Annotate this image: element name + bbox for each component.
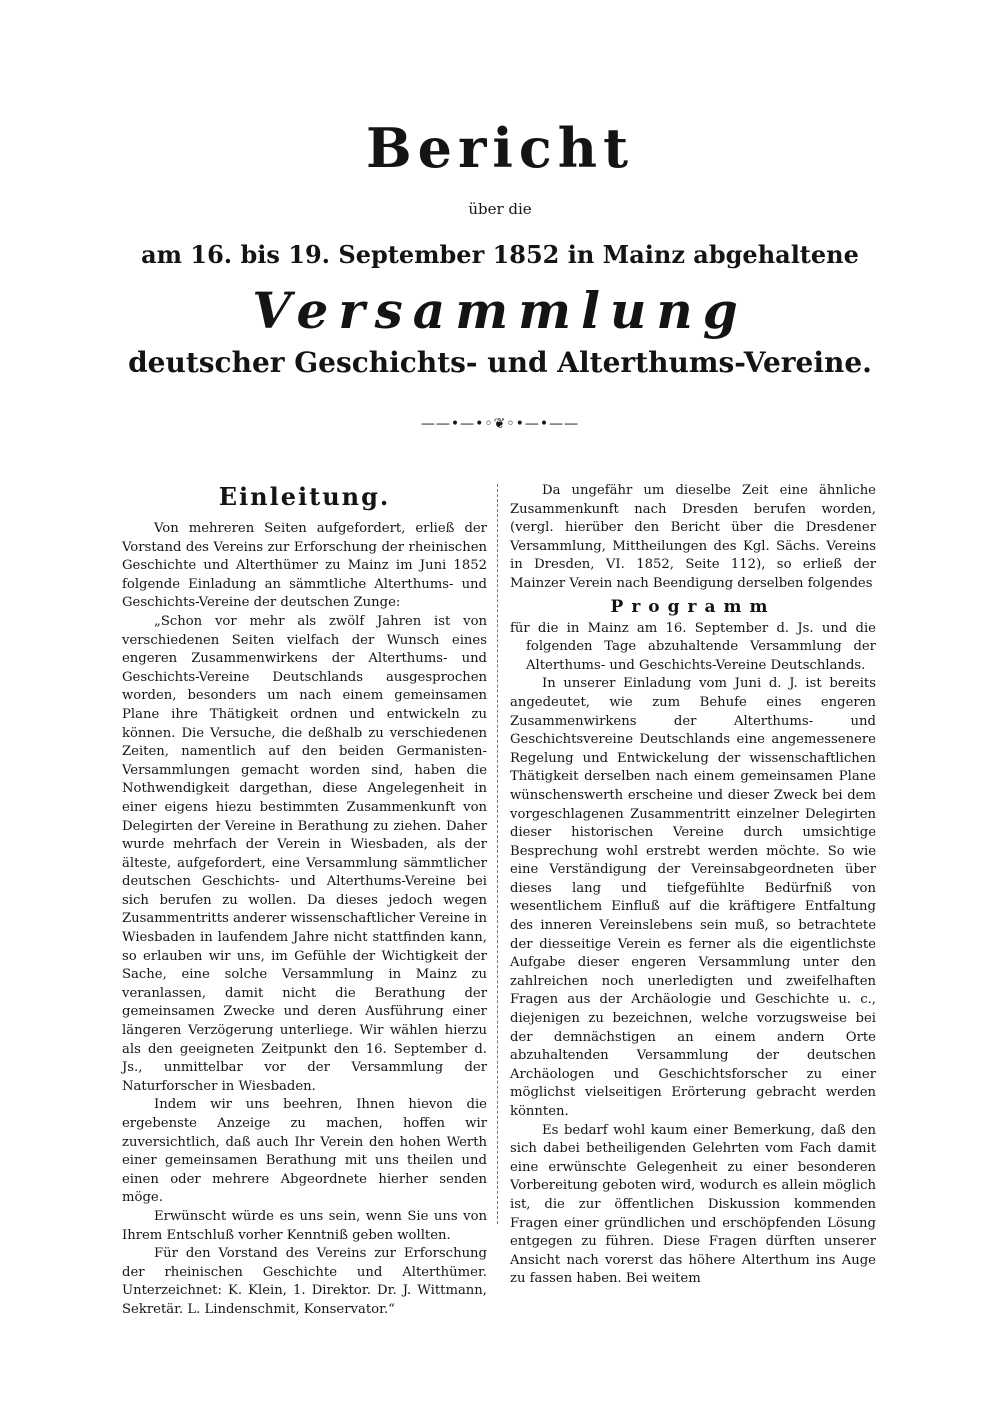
section-heading-programm: Programm [610,596,776,617]
paragraph: Da ungefähr um dieselbe Zeit eine ähnliche Zusammenkunft nach Dresden berufen worden, (vergl. hierüber den Bericht über die Dresdener Versammlung, Mittheilungen des Kgl. Sächs. Vereins in Dresden, VI. 1852, Seite 112), so erließ der Mainzer Verein nach Beendigung derselben folgendes [510,483,876,591]
document-sub-heading: deutscher Geschichts- und Alterthums-Vereine. [128,346,872,379]
paragraph: In unserer Einladung vom Juni d. J. ist bereits angedeutet, wie zum Behufe eines engeren Zusammenwirkens der Alterthums- und Geschichtsvereine Deutschlands eine angemessenere Regelung und Entwickelung der wissenschaftlichen Thätigkeit derselben nach einem gemeinsamen Plane wünschenswerth erscheine und dieser Zweck bei dem vorgeschlagenen Zusammentritt einzelner Delegirten dieser historischen Vereine durch umsichtige Besprechung wohl erstrebt werden möchte. So wie eine Verständigung der Vereinsabgeordneten über dieses lang und tiefgefühlte Bedürfniß von wesentlichem Einfluß auf die kräftigere Entfaltung des inneren Vereinslebens sein muß, so betrachtete der diesseitige Verein es ferner als die eigentlichste Aufgabe dieser engeren Versammlung unter den zahlreichen noch unerledigten und zweifelhaften Fragen aus der Archäologie und Geschichte u. c., diejenigen zu bezeichnen, welche vorzugsweise bei der demnächstigen an einem andern Orte abzuhaltenden Versammlung der deutschen Archäologen und Geschichtsforscher zu einer möglichst vielseitigen Erörterung gebracht werden könnten. [510,676,876,1119]
paragraph: Für den Vorstand des Vereins zur Erforschung der rheinischen Geschichte und Alterthümer. Unterzeichnet: K. Klein, 1. Direktor. Dr. J. Wittmann, Sekretär. L. Lindenschmit, Konservator.“ [122,1246,487,1317]
document-main-heading: Versammlung [252,281,748,340]
paragraph: Erwünscht würde es uns sein, wenn Sie uns von Ihrem Entschluß vorher Kenntniß geben wollten. [122,1208,487,1243]
paragraph: „Schon vor mehr als zwölf Jahren ist von verschiedenen Seiten vielfach der Wunsch eines engeren Zusammenwirkens der Alterthums- und Geschichts-Vereine Deutschlands ausgesprochen worden, besonders um nach einem gemeinsamen Plane ihre Thätigkeit ordnen und entwickeln zu können. Die Versuche, die deßhalb zu verschiedenen Zeiten, namentlich auf den beiden Germanisten-Versammlungen gemacht worden sind, haben die Nothwendigkeit dargethan, diese Angelegenheit in einer eigens hiezu bestimmten Zusammenkunft von Delegirten der Vereine in Berathung zu ziehen. Daher wurde mehrfach der Verein in Wiesbaden, als der älteste, aufgefordert, eine Versammlung sämmtlicher deutschen Geschichts- und Alterthums-Vereine bei sich berufen zu wollen. Da dieses jedoch wegen Zusammentritts anderer wissenschaftlicher Vereine in Wiesbaden in laufendem Jahre nicht stattfinden kann, so erlauben wir uns, im Gefühle der Wichtigkeit der Sache, eine solche Versammlung in Mainz zu veranlassen, damit nicht die Berathung der gemeinsamen Zwecke und deren Ausführung einer längeren Verzögerung unterliege. Wir wählen hierzu als den geeigneten Zeitpunkt den 16. September d. Js., unmittelbar vor der Versammlung der Naturforscher in Wiesbaden. [122,613,487,1094]
paragraph: Indem wir uns beehren, Ihnen hievon die ergebenste Anzeige zu machen, hoffen wir zuversichtlich, daß auch Ihr Verein den hohen Werth einer gemeinsamen Berathung mit uns theilen und einen oder mehrere Abgeordnete hierher senden möge. [122,1097,487,1206]
document-dateline: am 16. bis 19. September 1852 in Mainz abgehaltene [141,240,859,269]
ornament-divider: ——•—•◦❦◦•—•—— [420,416,580,432]
paragraph: Von mehreren Seiten aufgefordert, erließ der Vorstand des Vereins zur Erforschung der rheinischen Geschichte und Alterthümer zu Mainz im Juni 1852 folgende Einladung an sämmtliche Alterthums- und Geschichts-Vereine der deutschen Zunge: [122,521,487,611]
paragraph: Es bedarf wohl kaum einer Bemerkung, daß den sich dabei betheiligenden Gelehrten vom Fach damit eine erwünschte Gelegenheit zu einer besonderen Vorbereitung geboten wird, wodurch es allein möglich ist, die zur öffentlichen Diskussion kommenden Fragen einer gründlichen und erschöpfenden Lösung entgegen zu führen. Diese Fragen dürften unserer Ansicht nach vorerst das höhere Alterthum ins Auge zu fassen haben. Bei weitem [510,1122,876,1287]
right-column [510,482,876,1289]
title-block [0,118,1000,380]
program-title: für die in Mainz am 16. September d. Js. und die folgenden Tage abzuhaltende Versammlung der Alterthums- und Geschichts-Vereine Deutschlands. [510,620,876,673]
document-title: Bericht [365,116,635,180]
document-subtitle: über die [468,200,532,218]
column-divider [497,484,498,1224]
left-column [122,480,487,1320]
section-heading-einleitung: Einleitung. [218,482,391,511]
